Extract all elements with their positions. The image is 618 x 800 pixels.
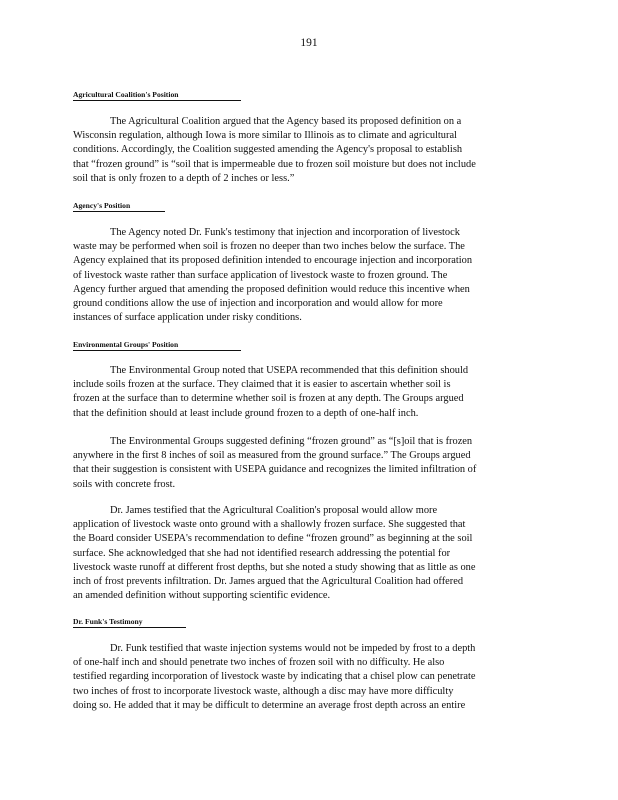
text-line: include soils frozen at the surface. They claimed that it is easier to ascertain whether soil is (73, 379, 451, 391)
text-line: anywhere in the first 8 inches of soil as measured from the ground surface.” The Groups argued (73, 450, 471, 462)
paragraph (73, 115, 531, 186)
text-line: soils with concrete frost. (73, 478, 176, 490)
text-line: ground conditions allow the use of injection and incorporation and would allow for more (73, 298, 443, 310)
text-line: surface. She acknowledged that she had not identified research addressing the potential for (73, 547, 451, 559)
text-line: The Agricultural Coalition argued that the Agency based its proposed definition on a (110, 116, 462, 127)
text-line: doing so. He added that it may be difficult to determine an average frost depth across an entire (73, 699, 466, 711)
text-line: The Agency noted Dr. Funk's testimony that injection and incorporation of livestock (110, 227, 460, 238)
section-heading-agricultural-coalition: Agricultural Coalition's Position (73, 90, 178, 100)
section-heading-agency: Agency's Position (73, 201, 130, 211)
heading-underline (73, 627, 186, 628)
text-line: inch of frost prevents infiltration. Dr. James argued that the Agricultural Coalition had offered (73, 576, 464, 588)
text-line: conditions. Accordingly, the Coalition suggested amending the Agency's proposal to establish (73, 144, 463, 156)
text-line: Dr. James testified that the Agricultural Coalition's proposal would allow more (110, 505, 438, 516)
heading-underline (73, 211, 165, 212)
text-line: testified regarding incorporation of livestock waste by indicating that a chisel plow can penetrate (73, 671, 476, 683)
paragraph (73, 504, 531, 603)
heading-underline (73, 100, 241, 101)
paragraph (73, 435, 531, 492)
text-line: livestock waste runoff at different frost depths, but she noted a study showing that as little as one (73, 561, 476, 573)
text-line: Dr. Funk testified that waste injection systems would not be impeded by frost to a depth (110, 643, 476, 654)
text-line: frozen at the surface than to determine whether soil is frozen at any depth. The Groups argued (73, 393, 464, 405)
text-line: soil that is only frozen to a depth of 2 inches or less.” (73, 172, 295, 184)
paragraph (73, 642, 531, 713)
text-line: of livestock waste rather than surface application of livestock waste to frozen ground. The (73, 269, 448, 281)
text-line: application of livestock waste onto ground with a shallowly frozen surface. She suggested that (73, 519, 466, 531)
paragraph (73, 226, 531, 325)
text-line: that their suggestion is consistent with USEPA guidance and recognizes the limited infiltration of (73, 464, 477, 476)
text-line: Agency explained that its proposed definition intended to encourage injection and incorporation (73, 255, 473, 267)
text-line: that the definition should at least include ground frozen to a depth of one-half inch. (73, 407, 419, 419)
paragraph (73, 364, 531, 421)
text-line: an amended definition without supporting scientific evidence. (73, 590, 331, 602)
page-number: 191 (300, 37, 318, 49)
section-heading-environmental-groups: Environmental Groups' Position (73, 340, 178, 350)
text-line: Wisconsin regulation, although Iowa is more similar to Illinois as to climate and agricultural (73, 130, 457, 142)
text-line: two inches of frost to incorporate livestock waste, although a disc may have more difficulty (73, 685, 454, 697)
text-line: The Environmental Group noted that USEPA recommended that this definition should (110, 365, 469, 376)
text-line: of one-half inch and should penetrate two inches of frozen soil with no difficulty. He also (73, 657, 445, 669)
heading-underline (73, 350, 241, 351)
section-heading-dr-funk: Dr. Funk's Testimony (73, 617, 143, 627)
text-line: waste may be performed when soil is frozen no deeper than two inches below the surface. The (73, 241, 465, 253)
text-line: Agency further argued that amending the proposed definition would reduce this incentive when (73, 283, 470, 295)
text-line: The Environmental Groups suggested defining “frozen ground” as “[s]oil that is frozen (110, 436, 473, 447)
text-line: that “frozen ground” is “soil that is impermeable due to frozen soil moisture but does not include (73, 158, 476, 170)
text-line: the Board consider USEPA's recommendation to define “frozen ground” as beginning at the soil (73, 533, 473, 545)
text-line: instances of surface application under risky conditions. (73, 312, 302, 324)
